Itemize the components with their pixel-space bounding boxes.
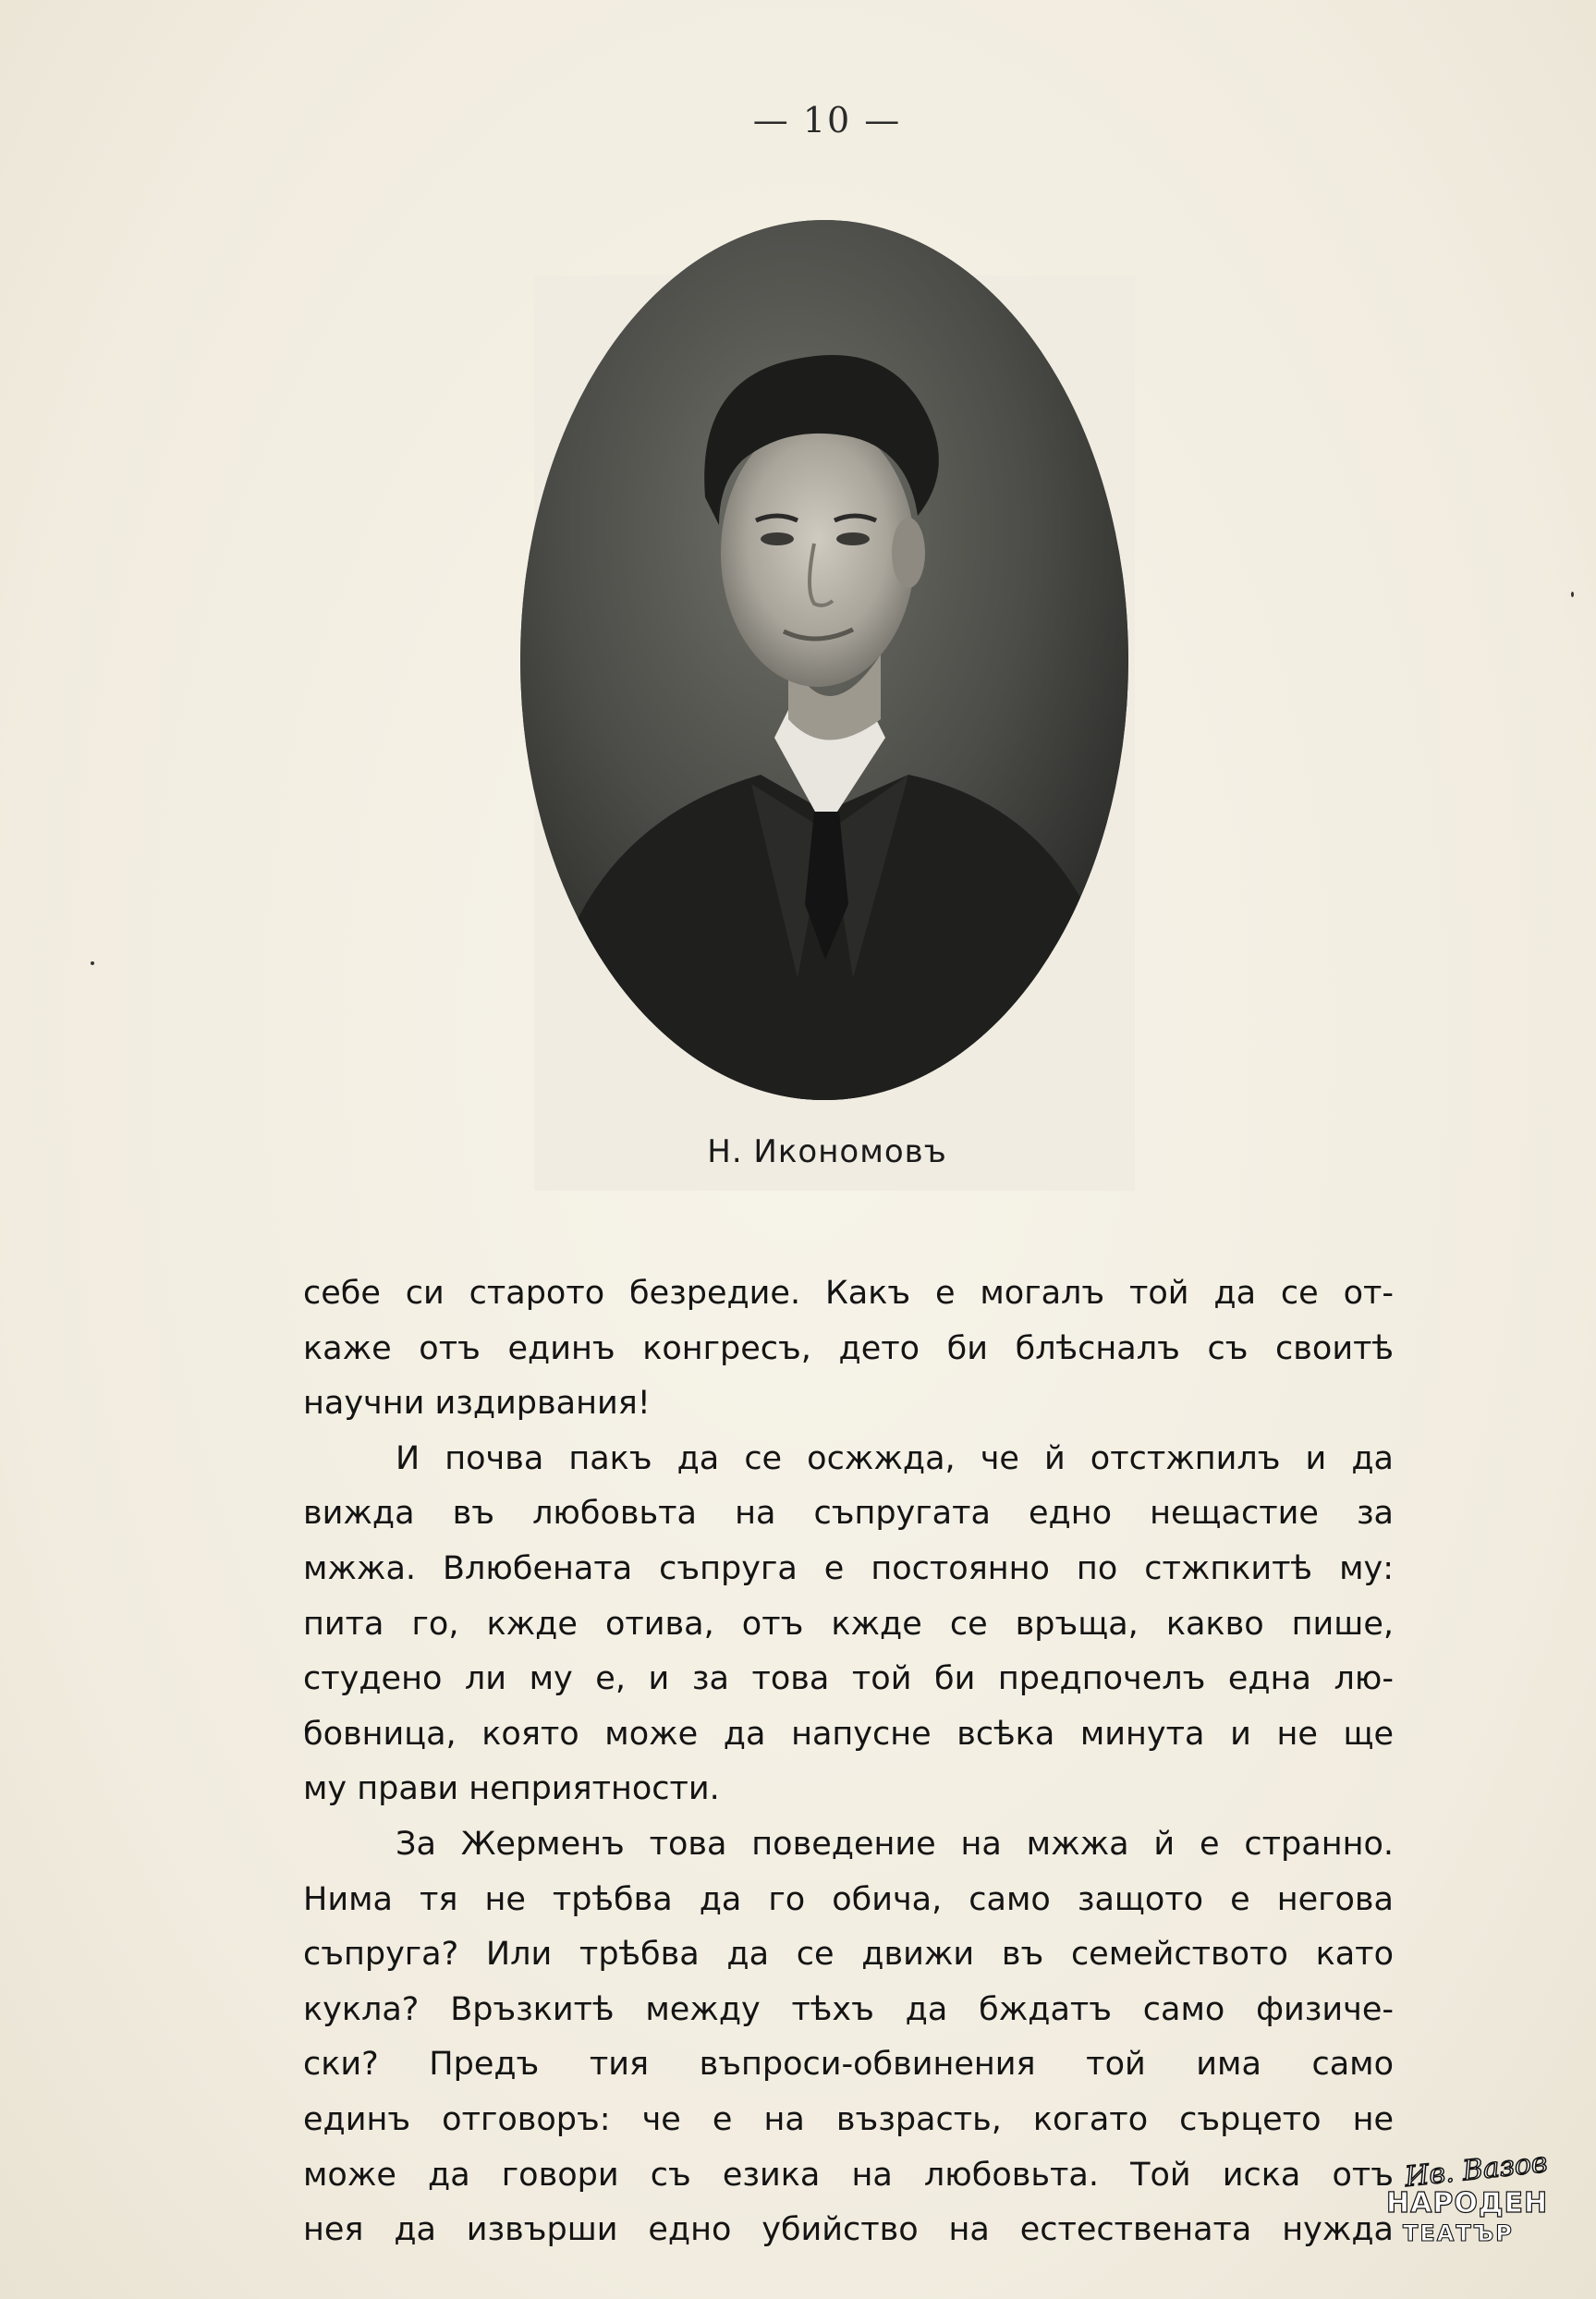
- text-line: нея да извърши едно убийство на естествената нужда: [303, 2211, 1394, 2249]
- text-line: студено ли му е, и за това той би предпочелъ една лю-: [303, 1660, 1394, 1698]
- text-line: каже отъ единъ конгресъ, дето би блѣсналъ съ своитѣ: [303, 1329, 1394, 1367]
- text-line: бовница, която може да напусне всѣка минута и не ще: [303, 1715, 1394, 1753]
- text-line: За Жерменъ това поведение на мжжа й е странно.: [396, 1825, 1394, 1863]
- text-line: може да говори съ езика на любовьта. Той иска отъ: [303, 2156, 1394, 2194]
- text-line: научни издирвания!: [303, 1385, 651, 1423]
- print-speck: [91, 961, 94, 965]
- print-speck: [1571, 592, 1574, 597]
- stamp-line-1: НАРОДЕН: [1386, 2187, 1549, 2220]
- body-text: [303, 1266, 1394, 2258]
- theatre-stamp: [1386, 2146, 1553, 2256]
- text-line: Нима тя не трѣбва да го обича, само защото е негова: [303, 1880, 1394, 1918]
- text-line: мжжа. Влюбената съпруга е постоянно по стжпкитѣ му:: [303, 1549, 1394, 1587]
- text-line: кукла? Връзкитѣ между тѣхъ да бждатъ само физиче-: [303, 1990, 1394, 2028]
- stamp-line-2: ТЕАТЪР: [1403, 2220, 1514, 2246]
- portrait-illustration: [520, 220, 1128, 1100]
- text-line: му прави неприятности.: [303, 1770, 720, 1808]
- text-line: И почва пакъ да се осжжда, че й отстжпилъ и да: [396, 1439, 1394, 1477]
- portrait-photo: [520, 220, 1128, 1100]
- photo-caption: Н. Икономовъ: [707, 1133, 947, 1170]
- text-line: пита го, кжде отива, отъ кжде се връща, какво пише,: [303, 1605, 1394, 1643]
- text-line: съпруга? Или трѣбва да се движи въ семейството като: [303, 1936, 1394, 1974]
- stamp-signature: Ив. Вазов: [1403, 2146, 1549, 2194]
- text-line: себе си старото безредие. Какъ е могалъ той да се от-: [303, 1275, 1394, 1312]
- page-number: — 10 —: [752, 100, 902, 141]
- text-line: ски? Предъ тия въпроси-обвинения той има само: [303, 2046, 1394, 2084]
- text-line: вижда въ любовьта на съпругата едно нещастие за: [303, 1495, 1394, 1533]
- text-line: единъ отговоръ: че е на възрасть, когато сърцето не: [303, 2100, 1394, 2138]
